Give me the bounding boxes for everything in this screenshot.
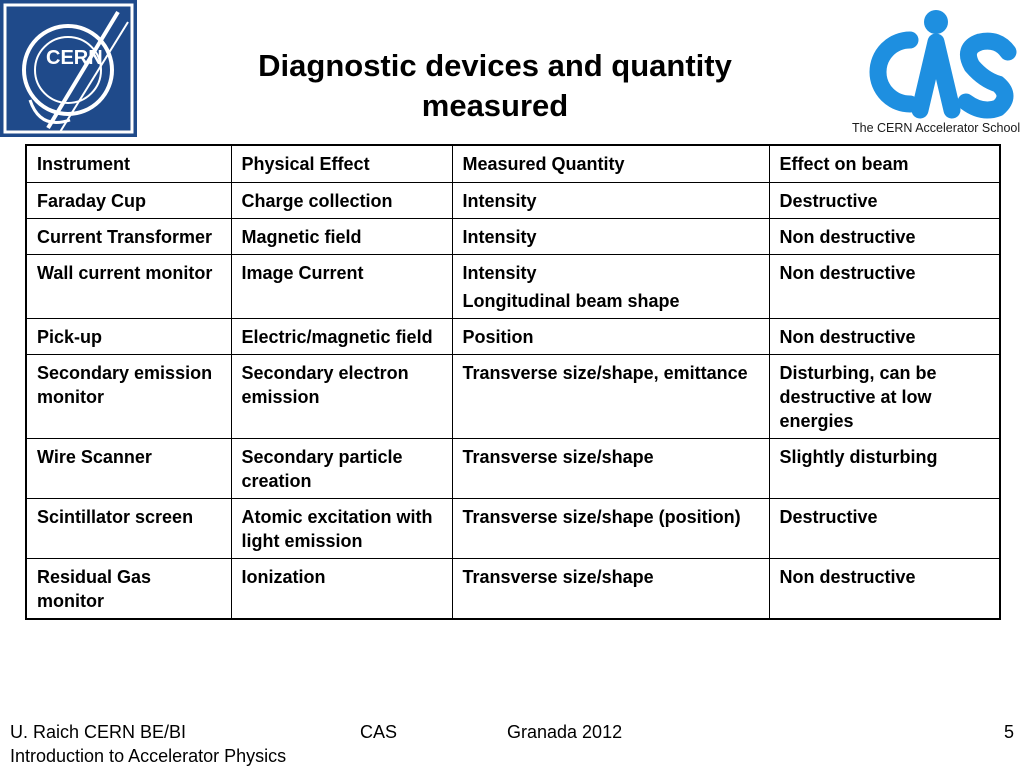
quantity-line: Position — [462, 327, 534, 347]
header-measured-quantity: Measured Quantity — [452, 145, 769, 183]
cell-physical-effect: Image Current — [231, 255, 452, 319]
cell-effect-on-beam: Slightly disturbing — [769, 439, 1000, 499]
quantity-line: Transverse size/shape, emittance — [462, 363, 748, 383]
cell-measured-quantity — [452, 499, 769, 559]
cell-physical-effect: Ionization — [231, 559, 452, 620]
cell-measured-quantity — [452, 255, 769, 319]
header-physical-effect: Physical Effect — [231, 145, 452, 183]
header-instrument: Instrument — [26, 145, 231, 183]
cell-instrument: Residual Gas monitor — [26, 559, 231, 620]
cell-effect-on-beam: Non destructive — [769, 319, 1000, 355]
table-row — [26, 559, 1000, 620]
cell-effect-on-beam: Non destructive — [769, 255, 1000, 319]
footer-author: U. Raich CERN BE/BI — [10, 722, 187, 742]
footer-school: CAS — [360, 722, 398, 742]
table-row — [26, 439, 1000, 499]
quantity-line: Transverse size/shape (position) — [462, 507, 741, 527]
cern-logo-text: CERN — [46, 47, 103, 69]
cell-measured-quantity — [452, 319, 769, 355]
cern-logo — [0, 0, 137, 137]
cell-effect-on-beam: Destructive — [769, 183, 1000, 219]
quantity-line: Intensity — [462, 191, 537, 211]
cell-physical-effect: Atomic excitation with light emission — [231, 499, 452, 559]
quantity-line: Transverse size/shape — [462, 447, 654, 467]
table-row — [26, 255, 1000, 319]
cell-physical-effect: Magnetic field — [231, 219, 452, 255]
cell-instrument: Scintillator screen — [26, 499, 231, 559]
cell-physical-effect: Electric/magnetic field — [231, 319, 452, 355]
quantity-line: Intensity — [462, 227, 537, 247]
cell-effect-on-beam: Non destructive — [769, 219, 1000, 255]
cell-effect-on-beam: Non destructive — [769, 559, 1000, 620]
table-row — [26, 319, 1000, 355]
cell-instrument: Faraday Cup — [26, 183, 231, 219]
cell-effect-on-beam: Destructive — [769, 499, 1000, 559]
devices-table — [25, 144, 1001, 620]
quantity-line: Longitudinal beam shape — [462, 291, 680, 311]
cell-effect-on-beam: Disturbing, can be destructive at low energies — [769, 355, 1000, 439]
footer-place: Granada 2012 — [507, 722, 623, 742]
quantity-line: Transverse size/shape — [462, 567, 654, 587]
header-effect-on-beam: Effect on beam — [769, 145, 1000, 183]
table-row — [26, 183, 1000, 219]
quantity-line: Intensity — [462, 263, 537, 283]
cell-instrument: Pick-up — [26, 319, 231, 355]
cell-instrument: Secondary emission monitor — [26, 355, 231, 439]
cell-physical-effect: Secondary particle creation — [231, 439, 452, 499]
table-header-row — [26, 145, 1000, 183]
page-number: 5 — [1003, 722, 1014, 742]
cell-physical-effect: Charge collection — [231, 183, 452, 219]
cell-measured-quantity — [452, 439, 769, 499]
cell-instrument: Wire Scanner — [26, 439, 231, 499]
cell-instrument: Current Transformer — [26, 219, 231, 255]
footer-course: Introduction to Accelerator Physics — [10, 746, 287, 766]
cell-measured-quantity — [452, 559, 769, 620]
slide-title: Diagnostic devices and quantity measured — [258, 48, 732, 123]
cell-measured-quantity — [452, 355, 769, 439]
cell-instrument: Wall current monitor — [26, 255, 231, 319]
cell-measured-quantity — [452, 183, 769, 219]
table-row — [26, 355, 1000, 439]
table-row — [26, 499, 1000, 559]
cell-measured-quantity — [452, 219, 769, 255]
cell-physical-effect: Secondary electron emission — [231, 355, 452, 439]
cas-logo-caption: The CERN Accelerator School — [852, 121, 1021, 135]
footer-author-block — [10, 720, 286, 768]
table-row — [26, 219, 1000, 255]
